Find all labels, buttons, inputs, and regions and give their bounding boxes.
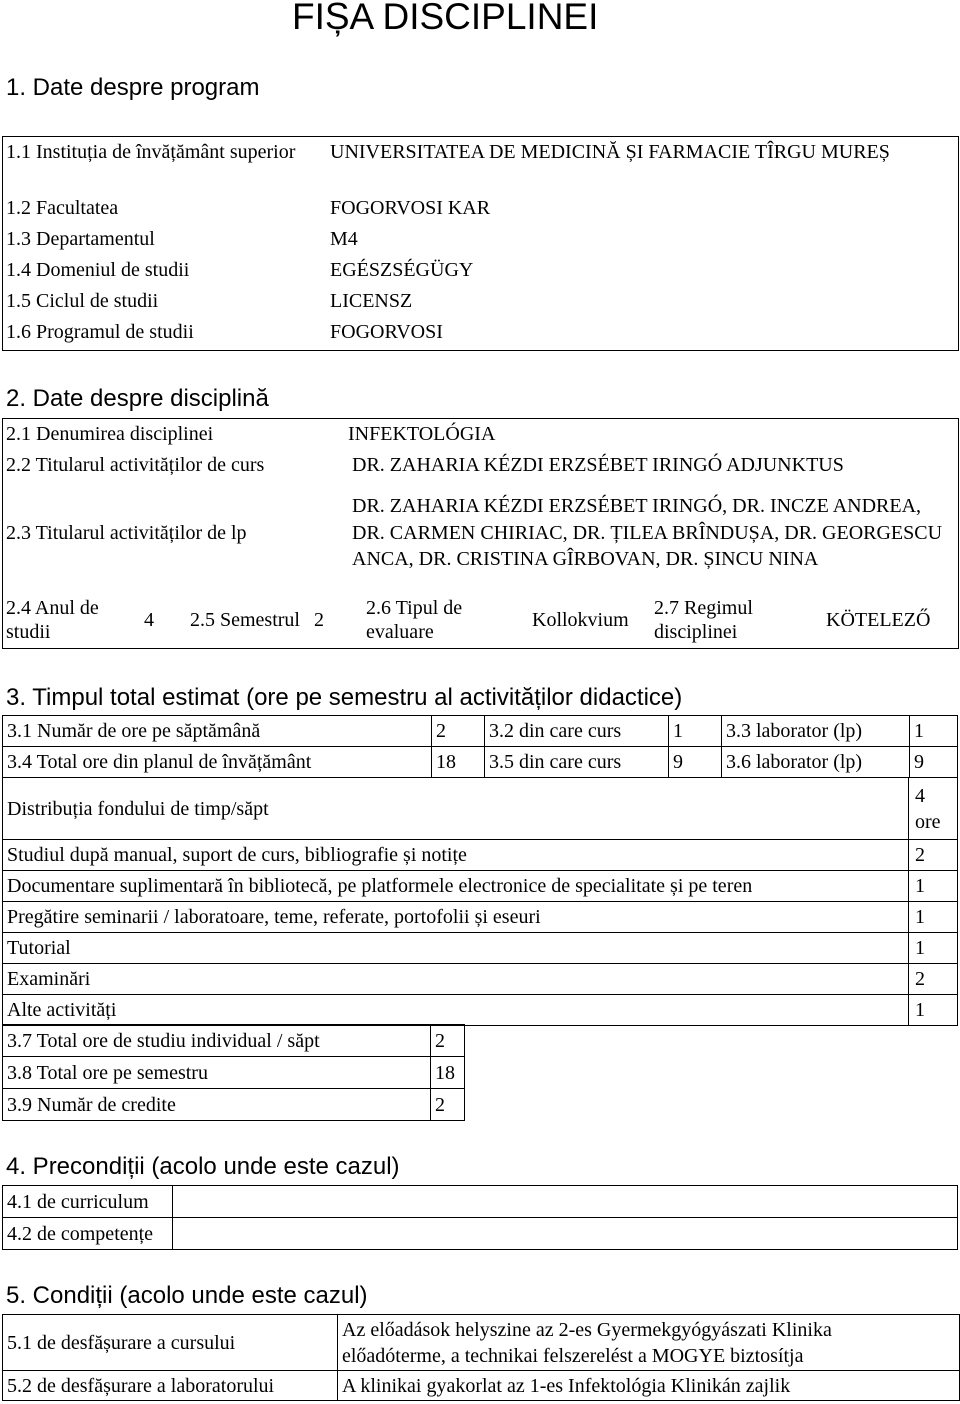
lab-holder-row	[2, 480, 959, 586]
program-table	[2, 137, 959, 347]
program-row-department	[2, 223, 959, 254]
activity-row	[3, 995, 958, 1026]
program-value: FOGORVOSI	[330, 320, 443, 343]
distribution-value: 4 ore	[909, 778, 958, 840]
credits-label: 3.9 Număr de credite	[3, 1089, 431, 1121]
total-course-value: 9	[669, 747, 722, 778]
discipline-name-value: INFEKTOLÓGIA	[348, 423, 496, 445]
total-lab-value: 9	[910, 747, 958, 778]
study-year-value: 4	[144, 609, 154, 631]
weekly-hours-label: 3.1 Număr de ore pe săptămână	[3, 716, 432, 747]
curriculum-label: 4.1 de curriculum	[3, 1186, 173, 1218]
activity-row	[3, 871, 958, 902]
institution-value: UNIVERSITATEA DE MEDICINĂ ȘI FARMACIE TÎRGU MUREȘ	[330, 141, 890, 163]
section-2-heading: 2. Date despre disciplină	[6, 385, 269, 412]
program-row-institution	[2, 137, 959, 192]
study-year-label: 2.4 Anul de studii	[6, 597, 99, 643]
course-conditions-value: Az előadások helyszine az 2-es Gyermekgyógyászati Klinika előadóterme, a technikai felszerelést a MOGYE biztosítja	[338, 1315, 960, 1371]
section-4-heading: 4. Precondiții (acolo unde este cazul)	[6, 1153, 400, 1180]
total-lab-label: 3.6 laborator (lp)	[722, 747, 910, 778]
condition-row-lab	[3, 1371, 960, 1401]
domain-value: EGÉSZSÉGÜGY	[330, 258, 474, 281]
program-row-domain	[2, 254, 959, 285]
activity-label: Examinări	[3, 964, 909, 995]
discipline-name-row	[2, 419, 959, 449]
total-course-label: 3.5 din care curs	[485, 747, 669, 778]
precondition-row-curriculum	[3, 1186, 958, 1218]
program-row-cycle	[2, 285, 959, 316]
course-conditions-label: 5.1 de desfășurare a cursului	[3, 1315, 338, 1371]
document-title: FIȘA DISCIPLINEI	[292, 0, 599, 37]
cycle-value: LICENSZ	[330, 289, 413, 312]
lab-conditions-label: 5.2 de desfășurare a laboratorului	[3, 1371, 338, 1401]
discipline-meta-row	[2, 592, 959, 648]
course-holder-row	[2, 449, 959, 480]
weekly-course-label: 3.2 din care curs	[485, 716, 669, 747]
course-holder-label: 2.2 Titularul activităților de curs	[6, 453, 265, 476]
discipline-regime-label: 2.7 Regimul disciplinei	[654, 597, 753, 643]
semester-hours-label: 3.8 Total ore pe semestru	[3, 1057, 431, 1089]
individual-study-value: 2	[431, 1025, 465, 1057]
lab-conditions-value: A klinikai gyakorlat az 1-es Infektológia Klinikán zajlik	[338, 1371, 960, 1401]
section-3-heading: 3. Timpul total estimat (ore pe semestru al activităților didactice)	[6, 684, 683, 711]
activity-label: Studiul după manual, suport de curs, bibliografie și notițe	[3, 840, 909, 871]
program-row-faculty	[2, 192, 959, 223]
hours-table	[2, 715, 958, 778]
curriculum-value	[173, 1186, 958, 1218]
weekly-course-value: 1	[669, 716, 722, 747]
condition-row-course	[3, 1315, 960, 1371]
domain-label: 1.4 Domeniul de studii	[6, 258, 190, 281]
program-label: 1.6 Programul de studii	[6, 320, 194, 343]
department-label: 1.3 Departamentul	[6, 227, 155, 250]
total-hours-label: 3.4 Total ore din planul de învățământ	[3, 747, 432, 778]
activity-value: 1	[909, 933, 958, 964]
totals-table	[2, 1024, 465, 1121]
competences-value	[173, 1218, 958, 1250]
weekly-lab-value: 1	[910, 716, 958, 747]
evaluation-type-value: Kollokvium	[532, 609, 629, 631]
weekly-hours-value: 2	[432, 716, 485, 747]
program-row-program	[2, 316, 959, 347]
totals-row-credits	[3, 1089, 465, 1121]
total-hours-value: 18	[432, 747, 485, 778]
distribution-row	[3, 778, 958, 840]
preconditions-table	[2, 1185, 958, 1250]
discipline-regime-value: KÖTELEZŐ	[826, 609, 931, 631]
activity-label: Alte activități	[3, 995, 909, 1026]
lab-holder-label: 2.3 Titularul activităților de lp	[6, 522, 247, 544]
evaluation-type-label: 2.6 Tipul de evaluare	[366, 597, 463, 643]
semester-value: 2	[314, 609, 324, 631]
department-value: M4	[330, 227, 358, 250]
totals-row-individual	[3, 1025, 465, 1057]
discipline-name-label: 2.1 Denumirea disciplinei	[6, 423, 214, 445]
faculty-value: FOGORVOSI KAR	[330, 196, 491, 219]
competences-label: 4.2 de competențe	[3, 1218, 173, 1250]
activity-value: 1	[909, 995, 958, 1026]
faculty-label: 1.2 Facultatea	[6, 196, 119, 219]
semester-label: 2.5 Semestrul	[190, 609, 300, 631]
individual-study-label: 3.7 Total ore de studiu individual / săpt	[3, 1025, 431, 1057]
activity-label: Tutorial	[3, 933, 909, 964]
section-5-heading: 5. Condiții (acolo unde este cazul)	[6, 1282, 368, 1309]
discipline-table-a	[2, 419, 959, 586]
activity-value: 2	[909, 840, 958, 871]
activity-row	[3, 933, 958, 964]
activity-row	[3, 964, 958, 995]
discipline-table-b	[2, 592, 959, 648]
section-1-heading: 1. Date despre program	[6, 74, 260, 101]
course-holder-value: DR. ZAHARIA KÉZDI ERZSÉBET IRINGÓ ADJUNKTUS	[352, 453, 844, 476]
lab-holder-value: DR. ZAHARIA KÉZDI ERZSÉBET IRINGÓ, DR. INCZE ANDREA, DR. CARMEN CHIRIAC, DR. ȚILEA BRÎNDUȘA, DR. GEORGESCU ANCA, DR. CRISTINA GÎRBOVAN, DR. ȘINCU NINA	[352, 495, 943, 571]
activity-row	[3, 902, 958, 933]
time-distribution-table	[2, 777, 958, 1026]
activity-value: 1	[909, 871, 958, 902]
activity-value: 2	[909, 964, 958, 995]
weekly-lab-label: 3.3 laborator (lp)	[722, 716, 910, 747]
activity-label: Pregătire seminarii / laboratoare, teme, referate, portofolii și eseuri	[3, 902, 909, 933]
conditions-table	[2, 1314, 960, 1401]
cycle-label: 1.5 Ciclul de studii	[6, 289, 159, 312]
activity-row	[3, 840, 958, 871]
distribution-label: Distribuția fondului de timp/săpt	[3, 778, 909, 840]
credits-value: 2	[431, 1089, 465, 1121]
totals-row-semester	[3, 1057, 465, 1089]
activity-label: Documentare suplimentară în bibliotecă, pe platformele electronice de specialitate și pe teren	[3, 871, 909, 902]
total-hours-row	[3, 747, 958, 778]
institution-label: 1.1 Instituția de învățământ superior	[6, 141, 296, 163]
precondition-row-competences	[3, 1218, 958, 1250]
activity-value: 1	[909, 902, 958, 933]
semester-hours-value: 18	[431, 1057, 465, 1089]
weekly-hours-row	[3, 716, 958, 747]
